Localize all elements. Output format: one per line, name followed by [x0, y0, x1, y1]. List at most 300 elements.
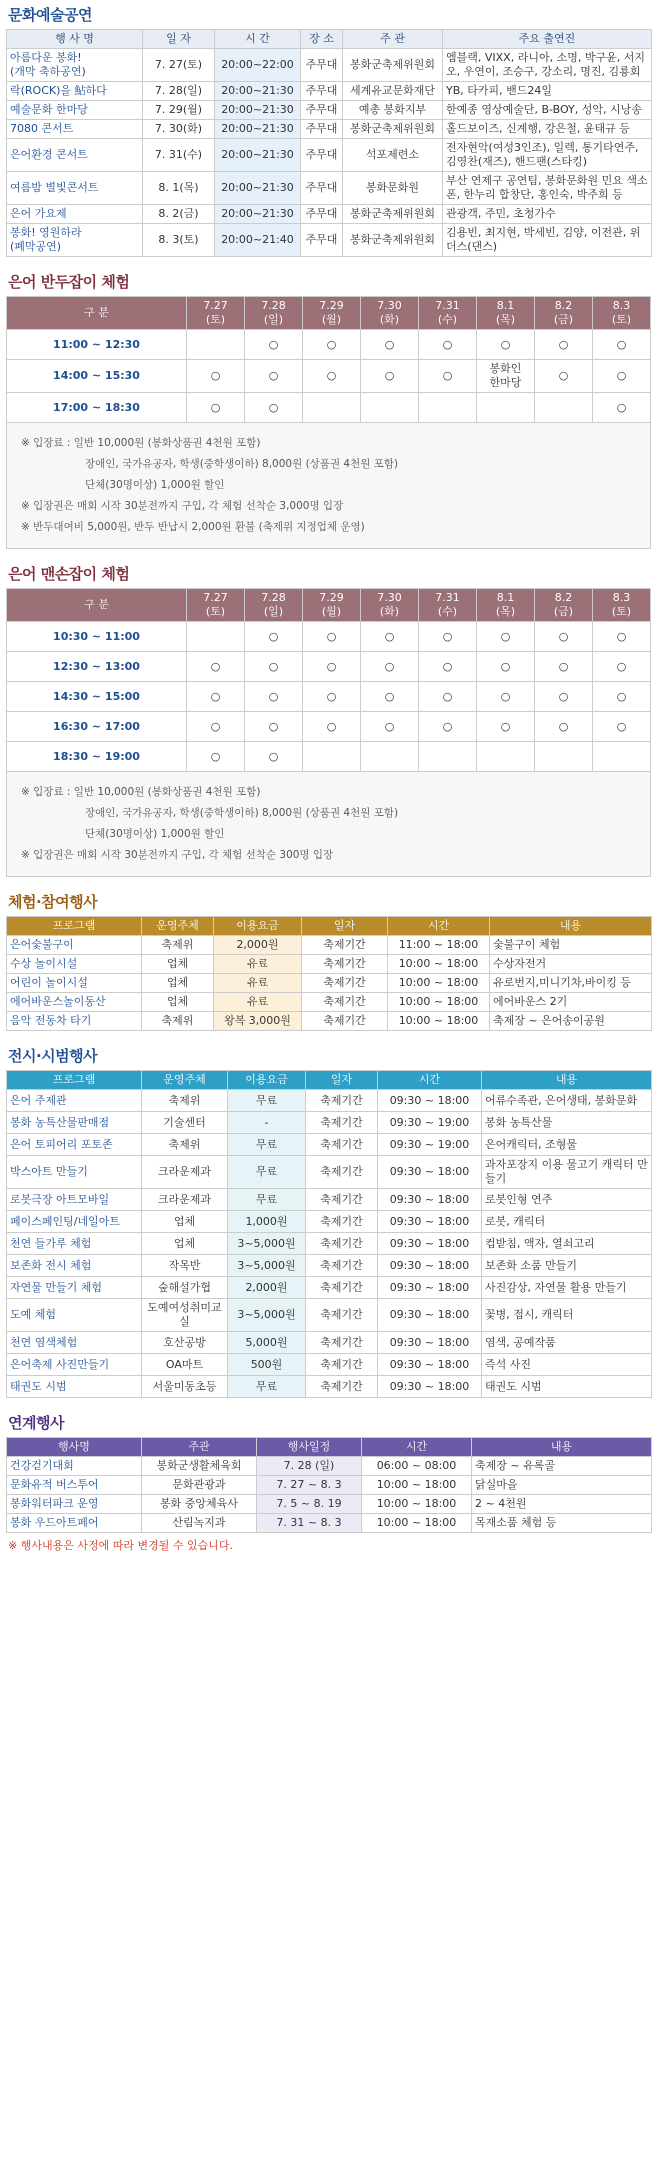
- header-cell: 8.3 (토): [593, 589, 651, 622]
- header-cell: 내용: [482, 1071, 652, 1090]
- time-slot: 17:00 ~ 18:30: [7, 393, 187, 423]
- table-row: [7, 393, 651, 423]
- table-row: [7, 1299, 652, 1332]
- slot-cell: ○: [245, 330, 303, 360]
- note-line: ※ 입장권은 매회 시작 30분전까지 구입, 각 체험 선착순 3,000명 입장: [21, 500, 344, 512]
- table-cell: 10:00 ~ 18:00: [388, 974, 490, 993]
- table-cell: 10:00 ~ 18:00: [388, 993, 490, 1012]
- slot-cell: [361, 393, 419, 423]
- table-cell: 1,000원: [228, 1211, 306, 1233]
- table-cell: 로봇, 캐릭터: [482, 1211, 652, 1233]
- slot-cell: ○: [477, 682, 535, 712]
- slot-cell: [593, 742, 651, 772]
- table-cell: 천연 염색체험: [7, 1332, 142, 1354]
- table-cell: 은어 토피어리 포토존: [7, 1134, 142, 1156]
- table-cell: 에어바운스놀이동산: [7, 993, 142, 1012]
- table-row: [7, 82, 652, 101]
- table-cell: 크라운제과: [142, 1189, 228, 1211]
- header-cell: 7.27 (토): [187, 297, 245, 330]
- header-cell: 프로그램: [7, 917, 142, 936]
- header-cell: 행사명: [7, 1438, 142, 1457]
- slot-cell: ○: [419, 622, 477, 652]
- table-cell: 5,000원: [228, 1332, 306, 1354]
- table-cell: 축제위: [142, 1134, 228, 1156]
- table-cell: 은어숯불구이: [7, 936, 142, 955]
- slot-cell: ○: [245, 622, 303, 652]
- section-exhibition: [6, 1043, 651, 1398]
- note-line: 단체(30명이상) 1,000원 할인: [85, 828, 225, 840]
- table-cell: YB, 타카피, 밴드24일: [443, 82, 652, 101]
- table-cell: 주무대: [301, 101, 343, 120]
- participation-table: [6, 916, 652, 1031]
- slot-cell: ○: [245, 712, 303, 742]
- table-cell: 산림녹지과: [142, 1514, 257, 1533]
- slot-cell: ○: [419, 652, 477, 682]
- table-cell: 09:30 ~ 18:00: [378, 1189, 482, 1211]
- table-cell: 건강걷기대회: [7, 1457, 142, 1476]
- header-cell: 7.31 (수): [419, 589, 477, 622]
- header-cell: 운영주체: [142, 1071, 228, 1090]
- table-cell: 아름다운 봉화! (개막 축하공연): [7, 49, 143, 82]
- table-cell: 홀드보이즈, 신계행, 강은철, 윤태규 등: [443, 120, 652, 139]
- slot-cell: ○: [245, 742, 303, 772]
- table-row: [7, 1211, 652, 1233]
- table-row: [7, 1189, 652, 1211]
- section-title: 은어 맨손잡이 체험: [8, 565, 130, 583]
- table-cell: 8. 2(금): [143, 205, 215, 224]
- table-cell: 봉화워터파크 운영: [7, 1495, 142, 1514]
- table-row: [7, 682, 651, 712]
- table-cell: 염색, 공예작품: [482, 1332, 652, 1354]
- table-cell: 서울미동초등: [142, 1376, 228, 1398]
- table-cell: 업체: [142, 1233, 228, 1255]
- table-row: [7, 1495, 652, 1514]
- table-cell: 락(ROCK)을 鮎하다: [7, 82, 143, 101]
- table-cell: 10:00 ~ 18:00: [362, 1495, 472, 1514]
- slot-cell: ○: [361, 360, 419, 393]
- table-cell: 봉화 우드아트페어: [7, 1514, 142, 1533]
- table-row: [7, 1332, 652, 1354]
- time-slot: 14:30 ~ 15:00: [7, 682, 187, 712]
- header-cell: 주관: [142, 1438, 257, 1457]
- table-cell: 문화유적 버스투어: [7, 1476, 142, 1495]
- slot-cell: ○: [187, 712, 245, 742]
- table-cell: 도예여성취미교실: [142, 1299, 228, 1332]
- table-cell: 09:30 ~ 18:00: [378, 1277, 482, 1299]
- table-cell: 목재소품 체험 등: [472, 1514, 652, 1533]
- table-cell: 주무대: [301, 224, 343, 257]
- section-title: 은어 반두잡이 체험: [8, 273, 130, 291]
- table-header-row: [7, 297, 651, 330]
- table-row: [7, 1233, 652, 1255]
- header-cell: 일 자: [143, 30, 215, 49]
- table-cell: 전자현악(여성3인조), 일렉, 통기타연주, 김영찬(재즈), 핸드팬(스타킹): [443, 139, 652, 172]
- slot-cell: [535, 393, 593, 423]
- header-cell: 7.27 (토): [187, 589, 245, 622]
- table-cell: 은어 주제관: [7, 1090, 142, 1112]
- table-cell: 봉화군생활체육회: [142, 1457, 257, 1476]
- header-cell: 8.3 (토): [593, 297, 651, 330]
- table-cell: 업체: [142, 974, 214, 993]
- table-cell: 7. 28(일): [143, 82, 215, 101]
- slot-cell: [187, 330, 245, 360]
- table-cell: 수상 놀이시설: [7, 955, 142, 974]
- table-row: [7, 1457, 652, 1476]
- note-line: 장애인, 국가유공자, 학생(중학생이하) 8,000원 (상품권 4천원 포함): [85, 807, 399, 819]
- slot-cell: [303, 742, 361, 772]
- table-cell: 봉화군축제위원회: [343, 49, 443, 82]
- slot-cell: [361, 742, 419, 772]
- table-cell: 주무대: [301, 82, 343, 101]
- slot-cell: ○: [593, 393, 651, 423]
- table-cell: 축제기간: [306, 1299, 378, 1332]
- table-cell: 기술센터: [142, 1112, 228, 1134]
- note-line: 단체(30명이상) 1,000원 할인: [85, 479, 225, 491]
- table-cell: 페이스페인팅/네일아트: [7, 1211, 142, 1233]
- section-title: 연계행사: [8, 1414, 64, 1432]
- table-cell: 20:00~22:00: [215, 49, 301, 82]
- table-cell: 은어축제 사진만들기: [7, 1354, 142, 1376]
- table-cell: 숯불구이 체험: [490, 936, 652, 955]
- header-cell: 행 사 명: [7, 30, 143, 49]
- table-cell: 무료: [228, 1156, 306, 1189]
- time-slot: 12:30 ~ 13:00: [7, 652, 187, 682]
- table-cell: 태권도 시범: [7, 1376, 142, 1398]
- header-cell: 장 소: [301, 30, 343, 49]
- slot-cell: [419, 393, 477, 423]
- table-cell: 09:30 ~ 18:00: [378, 1156, 482, 1189]
- table-cell: 주무대: [301, 139, 343, 172]
- table-cell: 주무대: [301, 49, 343, 82]
- section-performances: [6, 2, 651, 257]
- table-cell: 주무대: [301, 120, 343, 139]
- table-row: [7, 360, 651, 393]
- table-cell: 09:30 ~ 19:00: [378, 1134, 482, 1156]
- table-cell: 20:00~21:40: [215, 224, 301, 257]
- header-cell: 시간: [388, 917, 490, 936]
- table-cell: 어린이 놀이시설: [7, 974, 142, 993]
- section-title: 문화예술공연: [8, 6, 92, 24]
- table-cell: 20:00~21:30: [215, 139, 301, 172]
- table-row: [7, 1514, 652, 1533]
- header-cell: 운영주체: [142, 917, 214, 936]
- table-cell: 왕복 3,000원: [214, 1012, 302, 1031]
- table-row: [7, 712, 651, 742]
- header-cell: 시간: [378, 1071, 482, 1090]
- slot-cell: ○: [303, 712, 361, 742]
- table-cell: 세계유교문화재단: [343, 82, 443, 101]
- table-header-row: [7, 1071, 652, 1090]
- section-hand-catch: [6, 561, 651, 877]
- table-cell: 천연 들가루 체험: [7, 1233, 142, 1255]
- table-cell: 봉화군축제위원회: [343, 120, 443, 139]
- table-cell: 보존화 소품 만들기: [482, 1255, 652, 1277]
- table-cell: 3~5,000원: [228, 1299, 306, 1332]
- slot-cell: ○: [361, 330, 419, 360]
- table-cell: 한예종 영상예술단, B-BOY, 성악, 시낭송: [443, 101, 652, 120]
- table-header-row: [7, 1438, 652, 1457]
- table-cell: 주무대: [301, 205, 343, 224]
- table-cell: 업체: [142, 1211, 228, 1233]
- table-cell: 09:30 ~ 18:00: [378, 1354, 482, 1376]
- slot-cell: ○: [593, 712, 651, 742]
- table-row: [7, 936, 652, 955]
- slot-cell: ○: [477, 622, 535, 652]
- table-cell: 즉석 사진: [482, 1354, 652, 1376]
- note-line: ※ 입장권은 매회 시작 30분전까지 구입, 각 체험 선착순 300명 입장: [21, 849, 334, 861]
- slot-cell: ○: [245, 682, 303, 712]
- table-cell: 로봇극장 아트모바일: [7, 1189, 142, 1211]
- table-cell: 7080 콘서트: [7, 120, 143, 139]
- table-cell: 유로번지,미니기차,바이킹 등: [490, 974, 652, 993]
- table-cell: 06:00 ~ 08:00: [362, 1457, 472, 1476]
- slot-cell: ○: [477, 712, 535, 742]
- table-cell: 어류수족관, 은어생태, 봉화문화: [482, 1090, 652, 1112]
- table-row: [7, 1012, 652, 1031]
- table-cell: 축제기간: [306, 1277, 378, 1299]
- table-row: [7, 205, 652, 224]
- table-cell: 은어 가요제: [7, 205, 143, 224]
- slot-cell: ○: [535, 622, 593, 652]
- table-cell: 20:00~21:30: [215, 205, 301, 224]
- table-cell: 10:00 ~ 18:00: [362, 1476, 472, 1495]
- table-cell: 문화관광과: [142, 1476, 257, 1495]
- table-cell: 축제기간: [302, 936, 388, 955]
- table-row: [7, 974, 652, 993]
- time-slot: 10:30 ~ 11:00: [7, 622, 187, 652]
- note-line: ※ 입장료 : 일반 10,000원 (봉화상품권 4천원 포함): [21, 786, 261, 798]
- table-cell: 축제기간: [306, 1189, 378, 1211]
- header-cell: 구 분: [7, 589, 187, 622]
- table-cell: 축제기간: [302, 955, 388, 974]
- table-row: [7, 1090, 652, 1112]
- table-cell: 축제기간: [306, 1376, 378, 1398]
- table-cell: -: [228, 1112, 306, 1134]
- table-cell: 500원: [228, 1354, 306, 1376]
- table-cell: 축제기간: [306, 1233, 378, 1255]
- slot-cell: ○: [187, 682, 245, 712]
- table-row: [7, 652, 651, 682]
- slot-cell: ○: [593, 360, 651, 393]
- performances-table: [6, 29, 652, 257]
- slot-cell: ○: [535, 682, 593, 712]
- table-row: [7, 1134, 652, 1156]
- table-cell: 09:30 ~ 18:00: [378, 1332, 482, 1354]
- table-cell: 유료: [214, 993, 302, 1012]
- table-cell: 7. 31(수): [143, 139, 215, 172]
- table-cell: 축제기간: [306, 1255, 378, 1277]
- table-cell: 10:00 ~ 18:00: [388, 1012, 490, 1031]
- table-cell: 무료: [228, 1090, 306, 1112]
- table-cell: 2,000원: [228, 1277, 306, 1299]
- table-cell: 20:00~21:30: [215, 101, 301, 120]
- table-cell: 봉화! 영원하라 (폐막공연): [7, 224, 143, 257]
- slot-cell: ○: [419, 330, 477, 360]
- table-row: [7, 1354, 652, 1376]
- table-cell: 음악 전동차 타기: [7, 1012, 142, 1031]
- table-cell: 축제장 ~ 유록골: [472, 1457, 652, 1476]
- header-cell: 주 관: [343, 30, 443, 49]
- section-title: 체험·참여행사: [8, 893, 98, 911]
- header-cell: 7.29 (월): [303, 297, 361, 330]
- slot-cell: ○: [419, 682, 477, 712]
- table-cell: 3~5,000원: [228, 1233, 306, 1255]
- slot-cell: ○: [535, 360, 593, 393]
- table-cell: 봉화 농특산물: [482, 1112, 652, 1134]
- table-cell: 에어바운스 2기: [490, 993, 652, 1012]
- table-cell: 숲해설가협: [142, 1277, 228, 1299]
- slot-cell: [477, 742, 535, 772]
- table-cell: 축제기간: [306, 1134, 378, 1156]
- table-cell: 09:30 ~ 18:00: [378, 1211, 482, 1233]
- slot-cell: ○: [303, 330, 361, 360]
- table-cell: 로봇인형 연주: [482, 1189, 652, 1211]
- table-cell: 업체: [142, 993, 214, 1012]
- header-cell: 주요 출연진: [443, 30, 652, 49]
- table-cell: 10:00 ~ 18:00: [362, 1514, 472, 1533]
- table-cell: 보존화 전시 체험: [7, 1255, 142, 1277]
- table-row: [7, 955, 652, 974]
- table-row: [7, 120, 652, 139]
- header-cell: 7.30 (화): [361, 589, 419, 622]
- table-cell: 김용빈, 최지현, 박세빈, 김양, 이전관, 위더스(댄스): [443, 224, 652, 257]
- table-row: [7, 1376, 652, 1398]
- time-slot: 11:00 ~ 12:30: [7, 330, 187, 360]
- table-cell: 축제위: [142, 1090, 228, 1112]
- table-row: [7, 224, 652, 257]
- header-cell: 이용요금: [214, 917, 302, 936]
- table-header-row: [7, 917, 652, 936]
- table-cell: 호산공방: [142, 1332, 228, 1354]
- table-cell: 봉화 중앙체육사: [142, 1495, 257, 1514]
- table-row: [7, 1156, 652, 1189]
- exhibition-table: [6, 1070, 652, 1398]
- slot-cell: [187, 622, 245, 652]
- slot-cell: [535, 742, 593, 772]
- header-cell: 8.1 (목): [477, 297, 535, 330]
- slot-cell: ○: [593, 622, 651, 652]
- header-cell: 8.1 (목): [477, 589, 535, 622]
- section-related-events: [6, 1410, 651, 1557]
- header-cell: 행사일정: [257, 1438, 362, 1457]
- notes-box: [6, 423, 651, 549]
- header-cell: 일자: [302, 917, 388, 936]
- table-cell: 봉화군축제위원회: [343, 205, 443, 224]
- table-cell: 3~5,000원: [228, 1255, 306, 1277]
- slot-cell: ○: [535, 330, 593, 360]
- table-row: [7, 1476, 652, 1495]
- table-cell: 10:00 ~ 18:00: [388, 955, 490, 974]
- table-cell: 09:30 ~ 18:00: [378, 1090, 482, 1112]
- slot-cell: ○: [187, 393, 245, 423]
- table-row: [7, 1112, 652, 1134]
- table-cell: 7. 27(토): [143, 49, 215, 82]
- table-cell: 수상자전거: [490, 955, 652, 974]
- slot-cell: [303, 393, 361, 423]
- table-row: [7, 330, 651, 360]
- slot-cell: ○: [187, 652, 245, 682]
- table-cell: 업체: [142, 955, 214, 974]
- table-cell: 축제기간: [306, 1211, 378, 1233]
- table-cell: 엠블랙, VIXX, 라니아, 소명, 박구윤, 서지오, 우연이, 조승구, 강소리, 명진, 김룡회: [443, 49, 652, 82]
- header-cell: 내용: [490, 917, 652, 936]
- table-cell: 무료: [228, 1189, 306, 1211]
- table-cell: 축제기간: [306, 1156, 378, 1189]
- table-cell: 7. 30(화): [143, 120, 215, 139]
- section-bandu: [6, 269, 651, 549]
- table-row: [7, 993, 652, 1012]
- table-cell: 무료: [228, 1376, 306, 1398]
- slot-cell: ○: [419, 360, 477, 393]
- slot-cell: [477, 393, 535, 423]
- table-cell: 2,000원: [214, 936, 302, 955]
- section-title: 전시·시범행사: [8, 1047, 98, 1065]
- table-cell: 꽃병, 접시, 캐릭터: [482, 1299, 652, 1332]
- table-cell: 예총 봉화지부: [343, 101, 443, 120]
- header-cell: 구 분: [7, 297, 187, 330]
- table-cell: 봉화문화원: [343, 172, 443, 205]
- table-cell: 작목반: [142, 1255, 228, 1277]
- slot-cell: ○: [535, 652, 593, 682]
- slot-cell: ○: [303, 360, 361, 393]
- table-cell: 은어캐릭터, 조형물: [482, 1134, 652, 1156]
- section-participation: [6, 889, 651, 1031]
- table-row: [7, 742, 651, 772]
- table-cell: 사진감상, 자연물 활용 만들기: [482, 1277, 652, 1299]
- table-header-row: [7, 589, 651, 622]
- slot-cell: ○: [245, 652, 303, 682]
- bandu-table: [6, 296, 651, 423]
- table-cell: 축제위: [142, 1012, 214, 1031]
- slot-cell: ○: [187, 360, 245, 393]
- table-cell: 8. 3(토): [143, 224, 215, 257]
- table-cell: 은어환경 콘서트: [7, 139, 143, 172]
- table-cell: 컵받침, 액자, 열쇠고리: [482, 1233, 652, 1255]
- table-cell: 축제기간: [306, 1112, 378, 1134]
- note-line: 장애인, 국가유공자, 학생(중학생이하) 8,000원 (상품권 4천원 포함): [85, 458, 399, 470]
- table-row: [7, 101, 652, 120]
- header-cell: 8.2 (금): [535, 297, 593, 330]
- table-cell: 축제기간: [302, 993, 388, 1012]
- table-cell: 유료: [214, 955, 302, 974]
- table-cell: 20:00~21:30: [215, 82, 301, 101]
- table-cell: 무료: [228, 1134, 306, 1156]
- table-cell: 7. 5 ~ 8. 19: [257, 1495, 362, 1514]
- table-cell: 크라운제과: [142, 1156, 228, 1189]
- table-cell: 09:30 ~ 18:00: [378, 1299, 482, 1332]
- slot-cell: ○: [593, 682, 651, 712]
- slot-cell: ○: [303, 682, 361, 712]
- note-line: ※ 입장료 : 일반 10,000원 (봉화상품권 4천원 포함): [21, 437, 261, 449]
- table-row: [7, 1277, 652, 1299]
- table-cell: 축제기간: [306, 1354, 378, 1376]
- table-cell: 과자포장지 이용 물고기 캐릭터 만들기: [482, 1156, 652, 1189]
- slot-cell: ○: [535, 712, 593, 742]
- table-cell: 축제위: [142, 936, 214, 955]
- table-row: [7, 49, 652, 82]
- table-cell: 11:00 ~ 18:00: [388, 936, 490, 955]
- footnote: ※ 행사내용은 사정에 따라 변경될 수 있습니다.: [8, 1539, 233, 1552]
- table-header-row: [7, 30, 652, 49]
- slot-cell: ○: [361, 622, 419, 652]
- table-cell: 유료: [214, 974, 302, 993]
- table-cell: 09:30 ~ 18:00: [378, 1376, 482, 1398]
- table-cell: 09:30 ~ 19:00: [378, 1112, 482, 1134]
- slot-cell: ○: [187, 742, 245, 772]
- notes-box: [6, 772, 651, 877]
- table-cell: 축제기간: [306, 1332, 378, 1354]
- table-row: [7, 622, 651, 652]
